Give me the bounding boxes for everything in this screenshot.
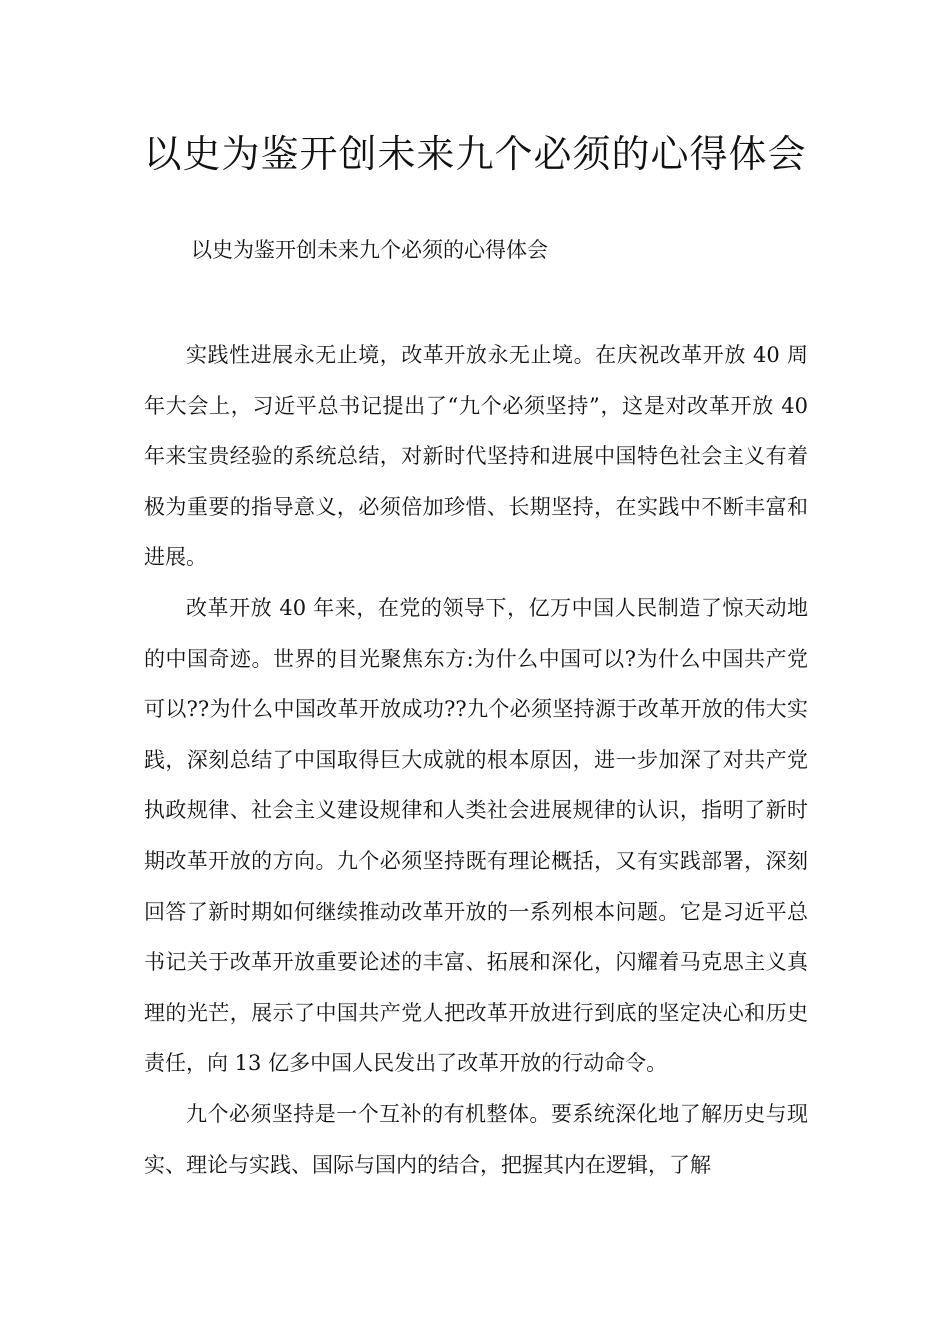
paragraph-1: 实践性进展永无止境，改革开放永无止境。在庆祝改革开放 40 周年大会上，习近平总书记提出了“九个必须坚持”，这是对改革开放 40 年来宝贵经验的系统总结，对新时代坚持和进展中国特色社会主义有着极为重要的指导意义，必须倍加珍惜、长期坚持，在实践中不断丰富和进展。 (144, 343, 808, 570)
paragraph-2: 改革开放 40 年来，在党的领导下，亿万中国人民制造了惊天动地的中国奇迹。世界的目光聚焦东方:为什么中国可以?为什么中国共产党可以??为什么中国改革开放成功??九个必须坚持源于改革开放的伟大实践，深刻总结了中国取得巨大成就的根本原因，进一步加深了对共产党执政规律、社会主义建设规律和人类社会进展规律的认识，指明了新时期改革开放的方向。九个必须坚持既有理论概括，又有实践部署，深刻回答了新时期如何继续推动改革开放的一系列根本问题。它是习近平总书记关于改革开放重要论述的丰富、拓展和深化，闪耀着马克思主义真理的光芒，展示了中国共产党人把改革开放进行到底的坚定决心和历史责任，向 13 亿多中国人民发出了改革开放的行动命令。 (144, 595, 808, 1076)
paragraph-3: 九个必须坚持是一个互补的有机整体。要系统深化地了解历史与现实、理论与实践、国际与国内的结合，把握其内在逻辑，了解 (144, 1101, 808, 1177)
document-title: 以史为鉴开创未来九个必须的心得体会 (143, 132, 807, 176)
document-body (144, 330, 808, 1190)
document-subtitle: 以史为鉴开创未来九个必须的心得体会 (191, 238, 548, 262)
